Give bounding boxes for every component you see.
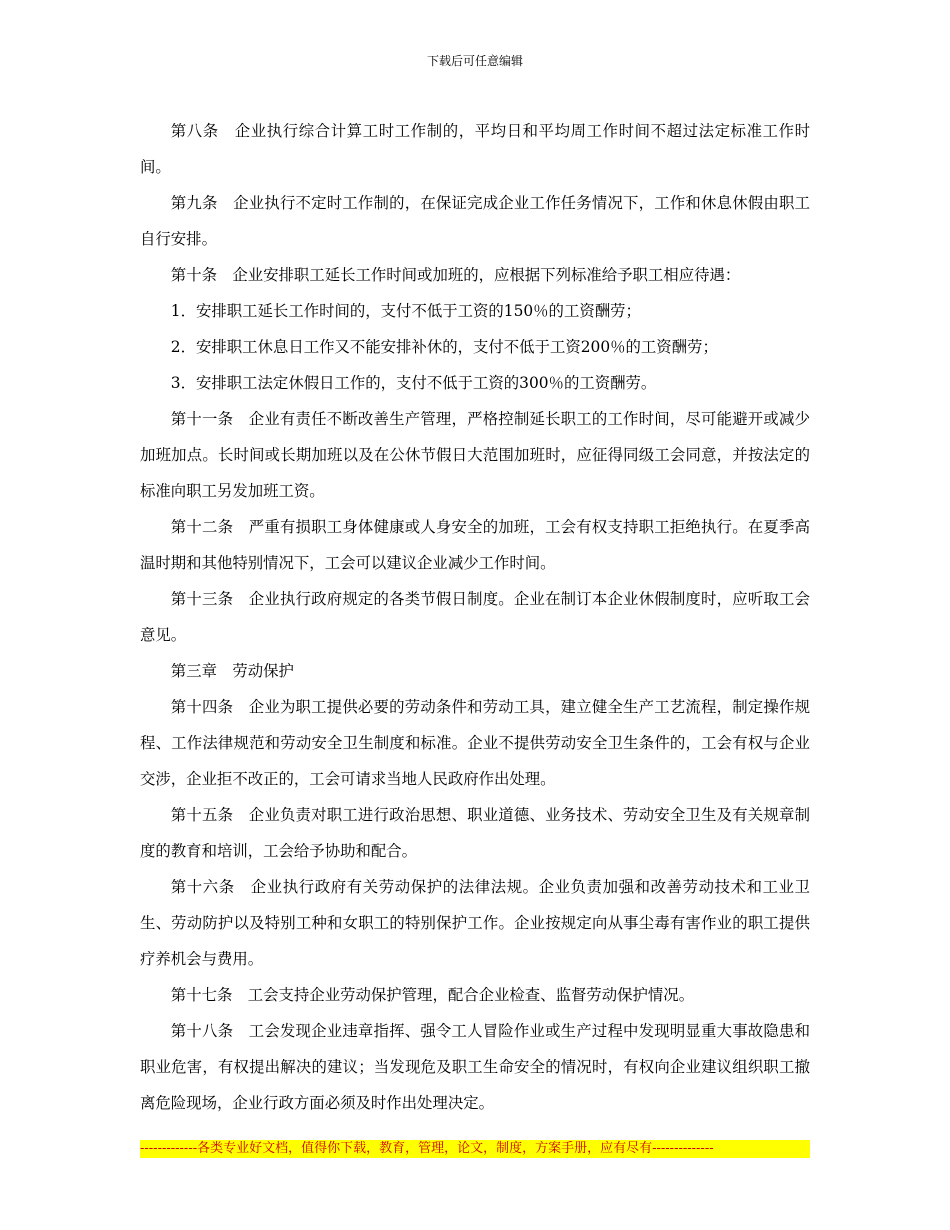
article-16: 第十六条 企业执行政府有关劳动保护的法律法规。企业负责加强和改善劳动技术和工业卫生、劳动防护以及特别工种和女职工的特别保护工作。企业按规定向从事尘毒有害作业的职工提供疗养机会与费用。 xyxy=(140,878,810,968)
article-8: 第八条 企业执行综合计算工时工作制的，平均日和平均周工作时间不超过法定标准工作时间。 xyxy=(140,122,810,176)
document-body xyxy=(140,113,810,1121)
chapter-3-heading: 第三章 劳动保护 xyxy=(170,662,294,680)
page-header-note: 下载后可任意编辑 xyxy=(426,54,523,68)
footer-banner: -------------各类专业好文档，值得你下载，教育，管理，论文，制度，方案手册，应有尽有-------------- xyxy=(140,1140,810,1158)
article-17: 第十七条 工会支持企业劳动保护管理，配合企业检查、监督劳动保护情况。 xyxy=(170,986,695,1004)
article-14: 第十四条 企业为职工提供必要的劳动条件和劳动工具，建立健全生产工艺流程，制定操作规程、工作法律规范和劳动安全卫生制度和标准。企业不提供劳动安全卫生条件的，工会有权与企业交涉，企业拒不改正的，工会可请求当地人民政府作出处理。 xyxy=(140,698,810,788)
article-13: 第十三条 企业执行政府规定的各类节假日制度。企业在制订本企业休假制度时，应听取工会意见。 xyxy=(140,590,810,644)
article-9: 第九条 企业执行不定时工作制的，在保证完成企业工作任务情况下，工作和休息休假由职工自行安排。 xyxy=(140,194,810,248)
article-10-item-3: 3．安排职工法定休假日工作的，支付不低于工资的300％的工资酬劳。 xyxy=(170,374,657,392)
article-11: 第十一条 企业有责任不断改善生产管理，严格控制延长职工的工作时间，尽可能避开或减少加班加点。长时间或长期加班以及在公休节假日大范围加班时，应征得同级工会同意，并按法定的标准向职工另发加班工资。 xyxy=(140,410,810,500)
article-18: 第十八条 工会发现企业违章指挥、强令工人冒险作业或生产过程中发现明显重大事故隐患和职业危害，有权提出解决的建议；当发现危及职工生命安全的情况时，有权向企业建议组织职工撤离危险现场，企业行政方面必须及时作出处理决定。 xyxy=(140,1022,810,1112)
article-10-item-2: 2．安排职工休息日工作又不能安排补休的，支付不低于工资200％的工资酬劳； xyxy=(170,338,718,356)
article-15: 第十五条 企业负责对职工进行政治思想、职业道德、业务技术、劳动安全卫生及有关规章制度的教育和培训，工会给予协助和配合。 xyxy=(140,806,810,860)
article-10-item-1: 1．安排职工延长工作时间的，支付不低于工资的150％的工资酬劳； xyxy=(170,302,641,320)
article-10: 第十条 企业安排职工延长工作时间或加班的，应根据下列标准给予职工相应待遇： xyxy=(170,266,741,284)
article-12: 第十二条 严重有损职工身体健康或人身安全的加班，工会有权支持职工拒绝执行。在夏季高温时期和其他特别情况下，工会可以建议企业减少工作时间。 xyxy=(140,518,810,572)
